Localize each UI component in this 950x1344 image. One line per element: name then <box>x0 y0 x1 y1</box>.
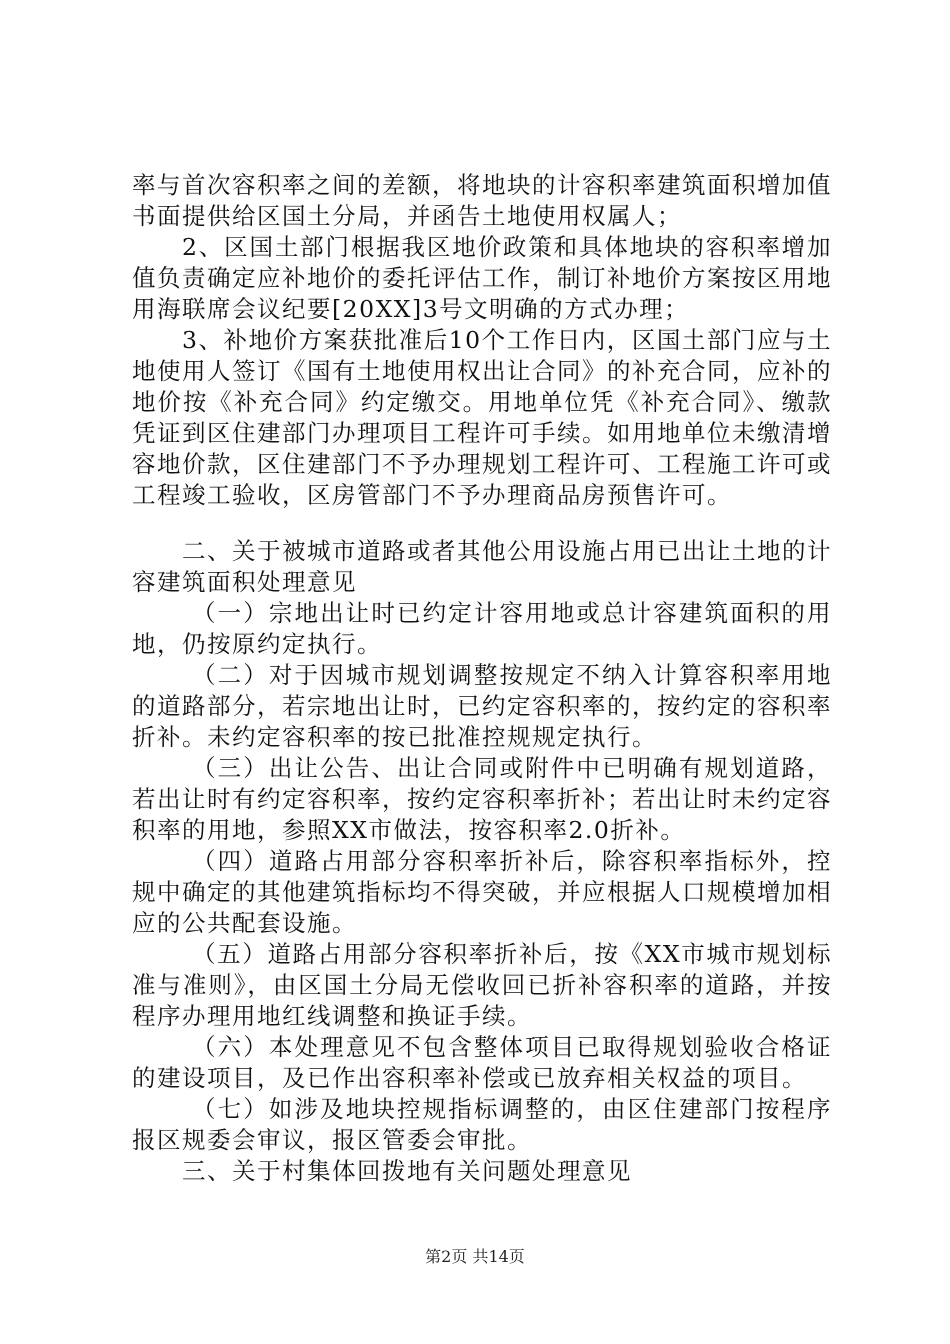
section-heading-3: 三、关于村集体回拨地有关问题处理意见 <box>182 1157 632 1185</box>
paragraph-sub-1: （一）宗地出让时已约定计容用地或总计容建筑面积的用地，仍按原约定执行。 <box>132 599 832 658</box>
paragraph-sub-4: （四）道路占用部分容积率折补后，除容积率指标外，控规中确定的其他建筑指标均不得突破，并应根据人口规模增加相应的公共配套设施。 <box>132 847 832 937</box>
section-heading-2: 二、关于被城市道路或者其他公用设施占用已出让土地的计容建筑面积处理意见 <box>132 537 832 596</box>
document-body <box>132 170 832 1187</box>
paragraph-sub-3: （三）出让公告、出让合同或附件中已明确有规划道路，若出让时有约定容积率，按约定容积率折补；若出让时未约定容积率的用地，参照XX市做法，按容积率2.0折补。 <box>132 754 832 844</box>
paragraph-sub-2: （二）对于因城市规划调整按规定不纳入计算容积率用地的道路部分，若宗地出让时，已约定容积率的，按约定的容积率折补。未约定容积率的按已批准控规规定执行。 <box>132 661 832 751</box>
paragraph-continuation: 率与首次容积率之间的差额，将地块的计容积率建筑面积增加值书面提供给区国土分局，并函告土地使用权属人； <box>132 171 832 230</box>
page-number: 第2页 共14页 <box>425 1247 525 1266</box>
paragraph-sub-6: （六）本处理意见不包含整体项目已取得规划验收合格证的建设项目，及已作出容积率补偿或已放弃相关权益的项目。 <box>132 1033 832 1092</box>
paragraph-item-3: 3、补地价方案获批准后10个工作日内，区国土部门应与土地使用人签订《国有土地使用权出让合同》的补充合同，应补的地价按《补充合同》约定缴交。用地单位凭《补充合同》、缴款凭证到区住建部门办理项目工程许可手续。如用地单位未缴清增容地价款，区住建部门不予办理规划工程许可、工程施工许可或工程竣工验收，区房管部门不予办理商品房预售许可。 <box>132 326 832 509</box>
paragraph-sub-7: （七）如涉及地块控规指标调整的，由区住建部门按程序报区规委会审议，报区管委会审批。 <box>132 1095 832 1154</box>
page-footer <box>0 1244 950 1267</box>
paragraph-sub-5: （五）道路占用部分容积率折补后，按《XX市城市规划标准与准则》，由区国土分局无偿收回已折补容积率的道路，并按程序办理用地红线调整和换证手续。 <box>132 940 832 1030</box>
paragraph-item-2: 2、区国土部门根据我区地价政策和具体地块的容积率增加值负责确定应补地价的委托评估工作，制订补地价方案按区用地用海联席会议纪要[20XX]3号文明确的方式办理； <box>132 233 832 323</box>
